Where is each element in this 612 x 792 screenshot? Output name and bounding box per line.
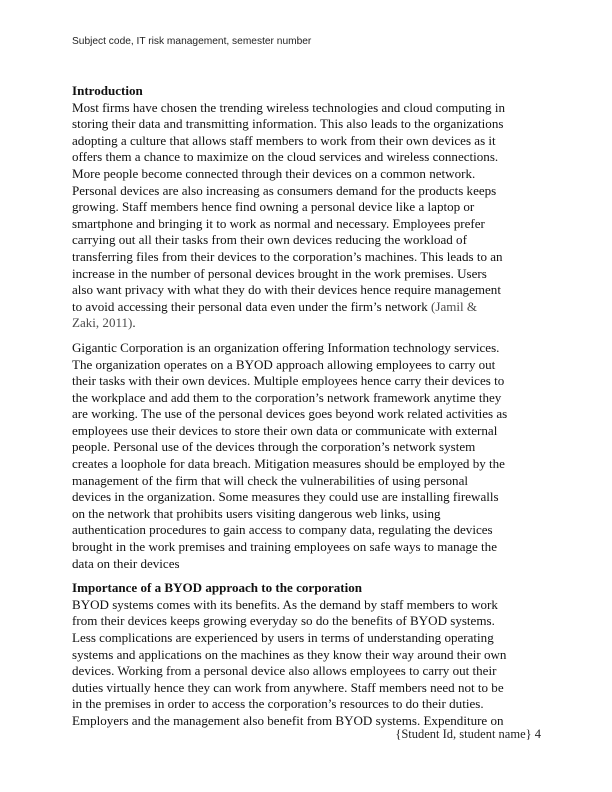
text-line: their tasks with their own devices. Multiple employees hence carry their devices to xyxy=(72,373,505,389)
document-body xyxy=(72,83,542,730)
text-line: creates a loophole for data breach. Mitigation measures should be employed by the xyxy=(72,456,505,472)
text-line: in the premises in order to access the corporation’s resources to do their duties. xyxy=(72,696,484,712)
text-line: brought in the work premises and training employees on safe ways to manage the xyxy=(72,539,497,555)
text-line: the workplace and add them to the corporation’s network framework anytime they xyxy=(72,389,502,405)
text-line xyxy=(72,299,542,316)
text-line: employees use their devices to store their own data or communicate with external xyxy=(72,422,498,438)
text-line: also want privacy with what they do with their devices hence require management xyxy=(72,282,501,298)
paragraph-byod-importance-1 xyxy=(72,597,542,730)
text-line: devices. Working from a personal device also allows employees to carry out their xyxy=(72,663,497,679)
section-heading-byod-importance: Importance of a BYOD approach to the corporation xyxy=(72,580,363,596)
text-line: Employers and the management also benefit from BYOD systems. Expenditure on xyxy=(72,712,504,728)
text-line: are working. The use of the personal devices goes beyond work related activities as xyxy=(72,406,508,422)
text-fragment: to avoid accessing their personal data even under the firm’s network xyxy=(72,298,432,314)
paragraph-spacer xyxy=(72,332,542,340)
text-line: offers them a chance to maximize on the cloud services and wireless connections. xyxy=(72,149,499,165)
text-line: storing their data and transmitting information. This also leads to the organizations xyxy=(72,116,504,132)
text-line: systems and applications on the machines as they know their way around their own xyxy=(72,646,507,662)
paragraph-spacer xyxy=(72,572,542,580)
text-line: The organization operates on a BYOD approach allowing employees to carry out xyxy=(72,356,496,372)
citation: Zaki, 2011) xyxy=(72,315,133,331)
text-line: smartphone and bringing it to work as normal and necessary. Employees prefer xyxy=(72,215,485,231)
text-line: from their devices keeps growing everyday so do the benefits of BYOD systems. xyxy=(72,613,495,629)
text-line: people. Personal use of the devices through the corporation’s network system xyxy=(72,439,476,455)
section-heading-introduction: Introduction xyxy=(72,83,143,98)
text-line: Gigantic Corporation is an organization offering Information technology services. xyxy=(72,339,500,355)
page-footer: {Student Id, student name} 4 xyxy=(395,727,541,741)
text-line: More people become connected through their devices on a common network. xyxy=(72,165,476,181)
text-line: growing. Staff members hence find owning a personal device like a laptop or xyxy=(72,199,475,215)
text-line: increase in the number of personal devices brought in the work premises. Users xyxy=(72,265,487,281)
text-line: carrying out all their tasks from their own devices reducing the workload of xyxy=(72,232,467,248)
text-line: Less complications are experienced by users in terms of understanding operating xyxy=(72,630,494,645)
text-line: authentication procedures to gain access to company data, regulating the devices xyxy=(72,522,493,538)
text-line: transferring files from their devices to the corporation’s machines. This leads to an xyxy=(72,248,503,264)
text-line: BYOD systems comes with its benefits. As the demand by staff members to work xyxy=(72,596,498,612)
text-line: data on their devices xyxy=(72,555,180,571)
paragraph-introduction-1 xyxy=(72,100,542,332)
text-line: Most firms have chosen the trending wireless technologies and cloud computing in xyxy=(72,99,505,115)
text-line: devices in the organization. Some measures they could use are installing firewalls xyxy=(72,489,499,505)
text-line: adopting a culture that allows staff members to work from their own devices as it xyxy=(72,132,496,148)
page-header: Subject code, IT risk management, semester number xyxy=(72,36,312,47)
text-line: duties virtually hence they can work from anywhere. Staff members need not to be xyxy=(72,679,504,695)
text-line xyxy=(72,315,542,332)
citation: (Jamil & xyxy=(431,298,478,314)
paragraph-introduction-2 xyxy=(72,340,542,572)
text-line: Personal devices are also increasing as consumers demand for the products keeps xyxy=(72,182,497,198)
text-line: on the network that prohibits users visiting dangerous web links, using xyxy=(72,505,441,521)
text-fragment: . xyxy=(132,315,136,331)
text-line: management of the firm that will check the vulnerabilities of using personal xyxy=(72,472,468,488)
